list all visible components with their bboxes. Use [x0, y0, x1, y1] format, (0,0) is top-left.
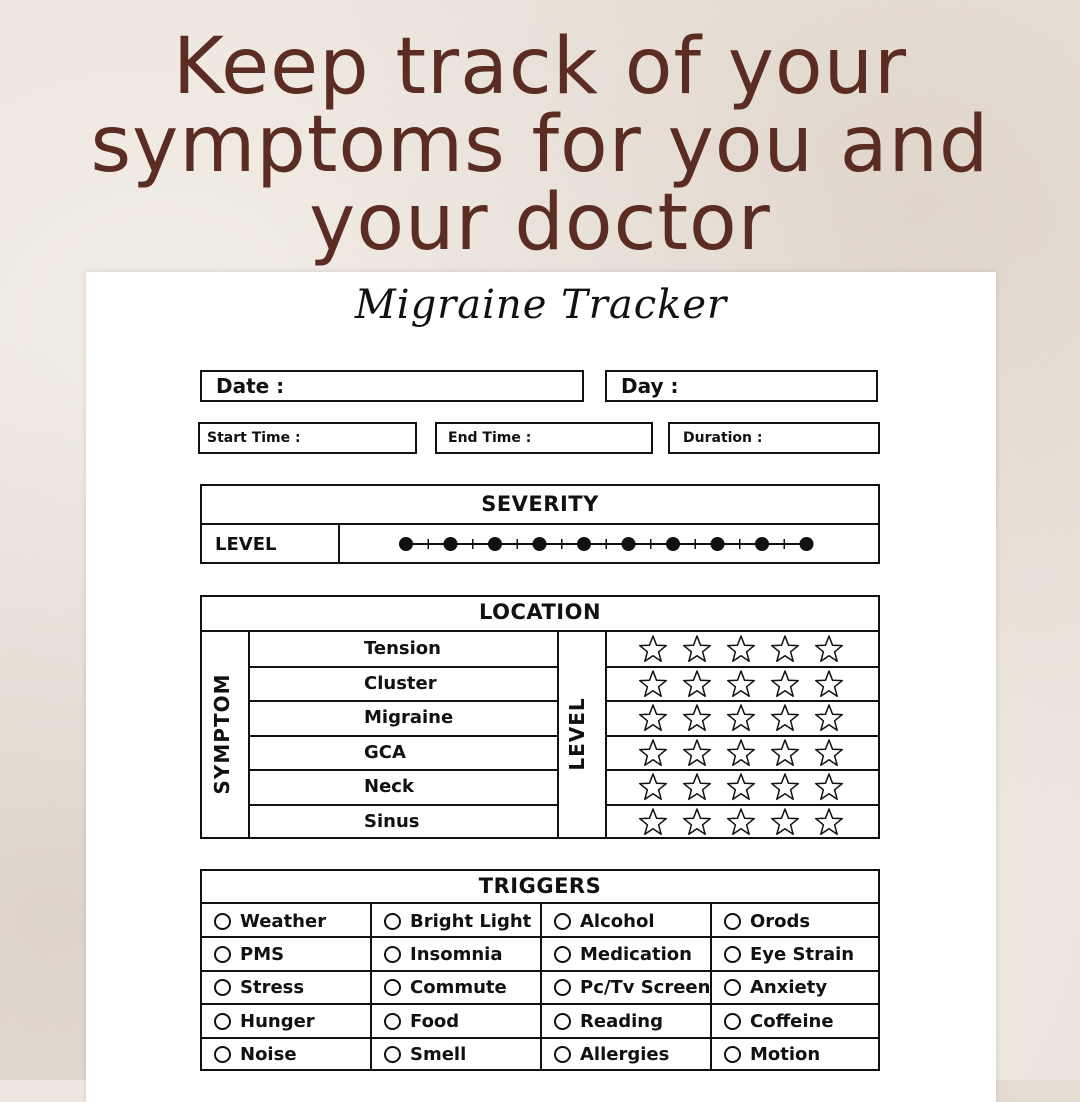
star-rating-neck: [638, 772, 844, 802]
severity-header: SEVERITY: [481, 492, 599, 516]
trigger-option[interactable]: [724, 941, 854, 967]
start-time-field[interactable]: [198, 422, 417, 454]
star-icon[interactable]: [638, 703, 668, 733]
star-icon[interactable]: [682, 772, 712, 802]
star-icon[interactable]: [770, 807, 800, 837]
day-label: Day :: [621, 374, 679, 398]
severity-dot-5[interactable]: [577, 537, 591, 551]
star-icon[interactable]: [726, 738, 756, 768]
star-icon[interactable]: [726, 772, 756, 802]
location-header: LOCATION: [478, 600, 602, 624]
star-icon[interactable]: [638, 772, 668, 802]
star-icon[interactable]: [726, 703, 756, 733]
radio-circle-icon[interactable]: [554, 913, 571, 930]
trigger-option[interactable]: [724, 1042, 820, 1068]
star-icon[interactable]: [814, 634, 844, 664]
trigger-column-divider: [370, 904, 372, 1069]
trigger-label: PMS: [240, 943, 285, 965]
trigger-option[interactable]: [384, 941, 502, 967]
trigger-label: Stress: [240, 977, 305, 999]
trigger-column-divider: [540, 904, 542, 1069]
trigger-option[interactable]: [724, 908, 810, 934]
end-time-label: End Time :: [448, 430, 532, 446]
radio-circle-icon[interactable]: [724, 946, 741, 963]
radio-circle-icon[interactable]: [554, 1013, 571, 1030]
trigger-option[interactable]: [724, 975, 827, 1001]
severity-scale[interactable]: [392, 530, 822, 558]
trigger-label: Allergies: [580, 1044, 670, 1066]
radio-circle-icon[interactable]: [724, 913, 741, 930]
location-divider: [202, 630, 878, 632]
star-rating-sinus: [638, 807, 844, 837]
severity-dot-7[interactable]: [666, 537, 680, 551]
star-icon[interactable]: [814, 738, 844, 768]
trigger-label: Weather: [240, 910, 327, 932]
trigger-option[interactable]: [554, 1042, 669, 1068]
star-icon[interactable]: [814, 669, 844, 699]
severity-dot-10[interactable]: [800, 537, 814, 551]
duration-label: Duration :: [683, 430, 763, 446]
symptom-label-sinus: Sinus: [364, 811, 420, 832]
trigger-label: Anxiety: [750, 977, 828, 999]
headline-line-2: symptoms for you and: [90, 100, 990, 190]
star-icon[interactable]: [682, 807, 712, 837]
trigger-label: Pc/Tv Screen: [580, 977, 711, 999]
trigger-option[interactable]: [724, 1008, 834, 1034]
star-icon[interactable]: [770, 634, 800, 664]
severity-dot-1[interactable]: [399, 537, 413, 551]
tracker-title: Migraine Tracker: [354, 282, 728, 328]
star-icon[interactable]: [682, 738, 712, 768]
star-icon[interactable]: [682, 703, 712, 733]
trigger-label: Reading: [580, 1010, 663, 1032]
star-rating-migraine: [638, 703, 844, 733]
level-row-divider: [607, 735, 878, 737]
trigger-label: Noise: [240, 1044, 297, 1066]
trigger-label: Smell: [410, 1044, 467, 1066]
radio-circle-icon[interactable]: [724, 1046, 741, 1063]
trigger-row-divider: [202, 936, 878, 938]
trigger-label: Medication: [580, 943, 692, 965]
symptom-row-divider: [250, 666, 557, 668]
star-icon[interactable]: [682, 669, 712, 699]
radio-circle-icon[interactable]: [384, 913, 401, 930]
radio-circle-icon[interactable]: [384, 1013, 401, 1030]
symptom-label-neck: Neck: [364, 776, 414, 798]
radio-circle-icon[interactable]: [724, 979, 741, 996]
symptom-vertical-label: SYMPTOM: [210, 673, 234, 795]
triggers-header: TRIGGERS: [478, 874, 602, 898]
trigger-label: Orods: [750, 910, 811, 932]
star-icon[interactable]: [726, 807, 756, 837]
trigger-option[interactable]: [214, 1008, 315, 1034]
location-section: [200, 595, 880, 839]
radio-circle-icon[interactable]: [384, 946, 401, 963]
severity-divider: [202, 523, 878, 525]
star-icon[interactable]: [770, 772, 800, 802]
trigger-label: Commute: [410, 977, 507, 999]
symptom-row-divider: [250, 700, 557, 702]
level-row-divider: [607, 700, 878, 702]
severity-dot-6[interactable]: [622, 537, 636, 551]
radio-circle-icon[interactable]: [554, 1046, 571, 1063]
radio-circle-icon[interactable]: [214, 946, 231, 963]
trigger-row-divider: [202, 1037, 878, 1039]
radio-circle-icon[interactable]: [554, 946, 571, 963]
star-icon[interactable]: [726, 669, 756, 699]
severity-dot-4[interactable]: [533, 537, 547, 551]
symptom-row-divider: [250, 804, 557, 806]
headline: [0, 22, 1080, 268]
star-icon[interactable]: [770, 738, 800, 768]
star-icon[interactable]: [770, 703, 800, 733]
trigger-label: Bright Light: [410, 910, 532, 932]
level-row-divider: [607, 804, 878, 806]
headline-line-1: Keep track of your: [172, 22, 908, 112]
trigger-option[interactable]: [384, 908, 531, 934]
day-field[interactable]: [605, 370, 878, 402]
trigger-option[interactable]: [214, 975, 304, 1001]
tracker-sheet: [86, 272, 996, 1102]
symptom-row-divider: [250, 769, 557, 771]
trigger-label: Coffeine: [750, 1010, 834, 1032]
trigger-label: Alcohol: [580, 910, 655, 932]
level-vertical-label: LEVEL: [565, 697, 589, 771]
star-icon[interactable]: [814, 772, 844, 802]
level-row-divider: [607, 666, 878, 668]
star-rating-tension: [638, 634, 844, 664]
level-row-divider: [607, 769, 878, 771]
date-label: Date :: [216, 374, 285, 398]
radio-circle-icon[interactable]: [214, 1013, 231, 1030]
trigger-option[interactable]: [554, 975, 710, 1001]
trigger-option[interactable]: [384, 1042, 466, 1068]
severity-dot-3[interactable]: [488, 537, 502, 551]
triggers-section: [200, 869, 880, 1071]
severity-dot-8[interactable]: [711, 537, 725, 551]
trigger-option[interactable]: [214, 941, 284, 967]
trigger-label: Motion: [750, 1044, 821, 1066]
radio-circle-icon[interactable]: [214, 979, 231, 996]
star-icon[interactable]: [770, 669, 800, 699]
star-icon[interactable]: [814, 807, 844, 837]
radio-circle-icon[interactable]: [214, 913, 231, 930]
severity-dot-2[interactable]: [444, 537, 458, 551]
name-column-divider: [557, 632, 559, 837]
trigger-row-divider: [202, 1003, 878, 1005]
symptom-label-migraine: Migraine: [364, 707, 454, 729]
star-icon[interactable]: [638, 807, 668, 837]
date-field[interactable]: [200, 370, 584, 402]
star-icon[interactable]: [638, 634, 668, 664]
star-icon[interactable]: [638, 669, 668, 699]
trigger-option[interactable]: [214, 908, 326, 934]
end-time-field[interactable]: [435, 422, 653, 454]
start-time-label: Start Time :: [207, 430, 301, 446]
radio-circle-icon[interactable]: [554, 979, 571, 996]
radio-circle-icon[interactable]: [384, 979, 401, 996]
duration-field[interactable]: [668, 422, 880, 454]
trigger-option[interactable]: [554, 1008, 663, 1034]
symptom-row-divider: [250, 735, 557, 737]
severity-section: [200, 484, 880, 564]
severity-level-label: LEVEL: [215, 534, 277, 555]
star-icon[interactable]: [682, 634, 712, 664]
trigger-label: Hunger: [240, 1010, 315, 1032]
trigger-label: Food: [410, 1010, 460, 1032]
trigger-option[interactable]: [214, 1042, 297, 1068]
severity-dot-9[interactable]: [755, 537, 769, 551]
trigger-row-divider: [202, 970, 878, 972]
trigger-option[interactable]: [384, 975, 507, 1001]
trigger-option[interactable]: [554, 941, 692, 967]
radio-circle-icon[interactable]: [724, 1013, 741, 1030]
symptom-label-gca: GCA: [364, 741, 406, 763]
star-icon[interactable]: [726, 634, 756, 664]
star-rating-gca: [638, 738, 844, 768]
trigger-option[interactable]: [554, 908, 655, 934]
star-icon[interactable]: [814, 703, 844, 733]
radio-circle-icon[interactable]: [214, 1046, 231, 1063]
headline-line-3: your doctor: [309, 178, 771, 268]
radio-circle-icon[interactable]: [384, 1046, 401, 1063]
symptom-label-cluster: Cluster: [364, 672, 437, 694]
trigger-label: Insomnia: [410, 943, 503, 965]
star-icon[interactable]: [638, 738, 668, 768]
severity-column-divider: [338, 525, 340, 562]
trigger-label: Eye Strain: [750, 943, 855, 965]
trigger-option[interactable]: [384, 1008, 459, 1034]
symptom-label-tension: Tension: [364, 638, 441, 659]
star-rating-cluster: [638, 669, 844, 699]
